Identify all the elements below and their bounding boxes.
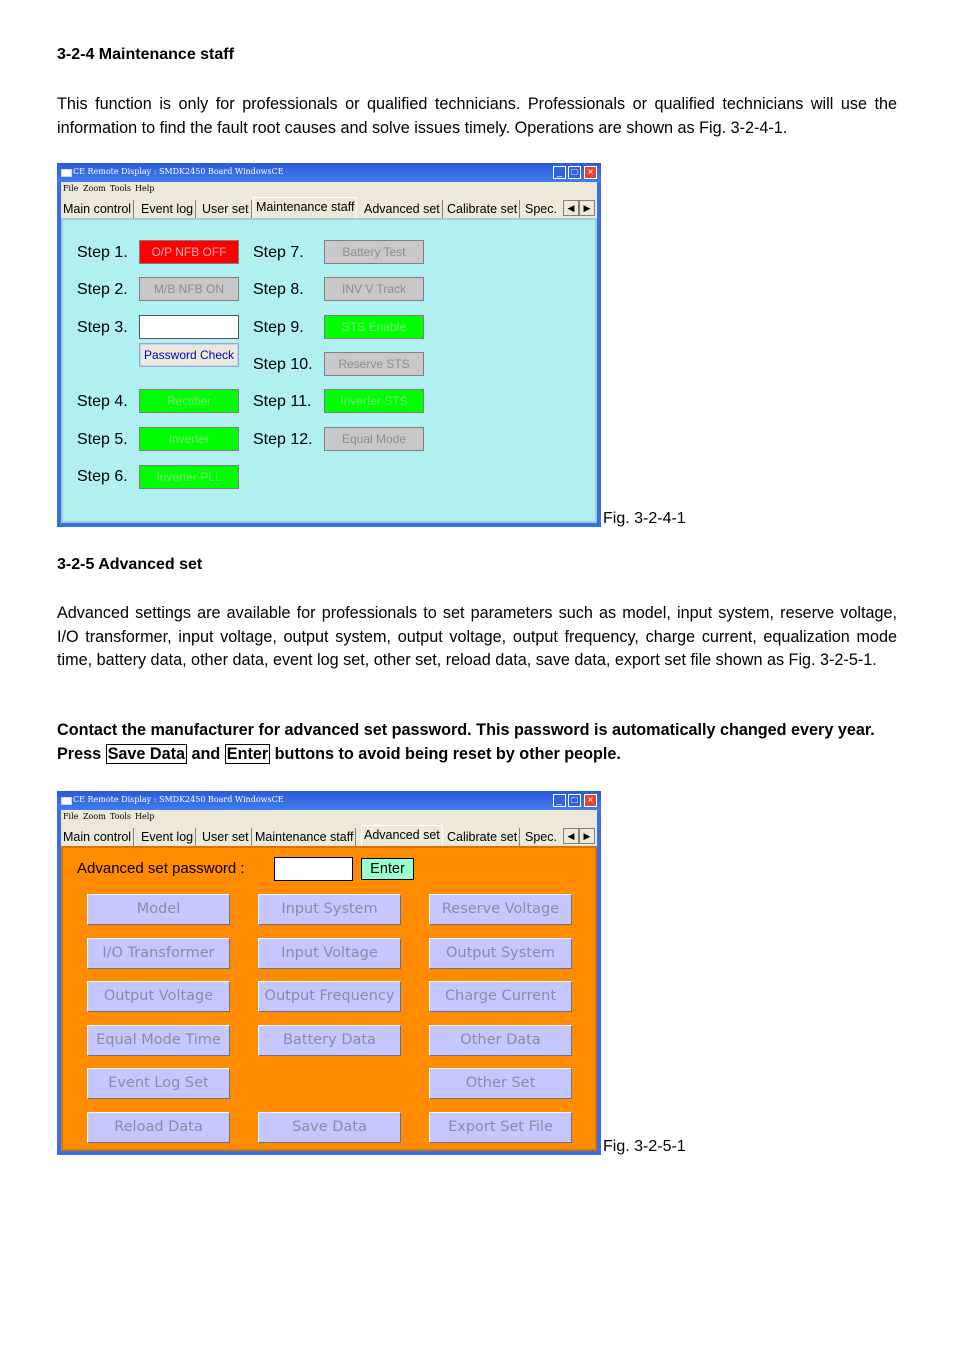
inverter-sts-button[interactable]: Inverter STS bbox=[324, 389, 424, 413]
tab-scroll-left-icon[interactable]: ◀ bbox=[563, 828, 579, 844]
title-bar bbox=[57, 163, 601, 182]
maintenance-paragraph: This function is only for professionals or qualified technicians. Professionals or qualified technicians will use the information to find the fault root causes and solve issues timely. Operations are shown as Fig. 3-2-4-1. bbox=[57, 95, 897, 137]
section-heading-advanced: 3-2-5 Advanced set bbox=[57, 556, 203, 573]
figure-caption-3-2-5-1: Fig. 3-2-5-1 bbox=[603, 1138, 686, 1155]
advanced-enter-button[interactable]: Enter bbox=[361, 858, 414, 880]
note-press: Press bbox=[57, 745, 102, 763]
tab-spec[interactable]: Spec. bbox=[525, 202, 557, 216]
window-maintenance bbox=[57, 163, 601, 527]
tab-maintenance-staff[interactable]: Maintenance staff bbox=[253, 828, 356, 846]
menu-file[interactable]: File bbox=[63, 812, 79, 821]
advanced-password-label: Advanced set password : bbox=[77, 860, 245, 877]
tab-calibrate-set[interactable]: Calibrate set bbox=[445, 828, 520, 846]
save-data-button[interactable]: Save Data bbox=[258, 1112, 401, 1143]
tab-scroll-right-icon[interactable]: ▶ bbox=[579, 200, 595, 216]
advanced-password-input[interactable] bbox=[274, 857, 353, 881]
output-voltage-button[interactable]: Output Voltage bbox=[87, 981, 230, 1012]
menu-help[interactable]: Help bbox=[135, 184, 155, 193]
other-data-button[interactable]: Other Data bbox=[429, 1025, 572, 1056]
tab-event-log[interactable]: Event log bbox=[139, 828, 196, 846]
advanced-panel bbox=[61, 846, 597, 1151]
menu-zoom[interactable]: Zoom bbox=[83, 812, 106, 821]
app-icon bbox=[61, 169, 72, 177]
note-save-data: Save Data bbox=[107, 745, 185, 763]
maximize-icon[interactable]: □ bbox=[568, 794, 581, 807]
tab-maintenance-staff[interactable]: Maintenance staff bbox=[253, 197, 357, 218]
mb-nfb-on-button[interactable]: M/B NFB ON bbox=[139, 277, 239, 301]
reserve-voltage-button[interactable]: Reserve Voltage bbox=[429, 894, 572, 925]
inv-v-track-button[interactable]: INV V Track bbox=[324, 277, 424, 301]
minimize-icon[interactable]: _ bbox=[553, 166, 566, 179]
export-set-file-button[interactable]: Export Set File bbox=[429, 1112, 572, 1143]
password-note-line2 bbox=[57, 745, 621, 764]
sts-enable-button[interactable]: STS Enable bbox=[324, 315, 424, 339]
tab-user-set[interactable]: User set bbox=[200, 200, 252, 218]
window-title: CE Remote Display : SMDK2450 Board WindowsCE bbox=[73, 795, 284, 804]
menu-bar bbox=[61, 810, 597, 824]
tab-user-set[interactable]: User set bbox=[200, 828, 252, 846]
tab-event-log[interactable]: Event log bbox=[139, 200, 196, 218]
close-icon[interactable]: × bbox=[584, 166, 597, 179]
output-system-button[interactable]: Output System bbox=[429, 938, 572, 969]
section-heading-maintenance: 3-2-4 Maintenance staff bbox=[57, 46, 234, 63]
menu-zoom[interactable]: Zoom bbox=[83, 184, 106, 193]
step-12-label: Step 12. bbox=[253, 431, 313, 448]
menu-bar bbox=[61, 182, 597, 196]
close-icon[interactable]: × bbox=[584, 794, 597, 807]
equal-mode-time-button[interactable]: Equal Mode Time bbox=[87, 1025, 230, 1056]
window-advanced bbox=[57, 791, 601, 1155]
advanced-paragraph: Advanced settings are available for professionals to set parameters such as model, input system, reserve voltage, I/O transformer, input voltage, output system, output voltage, output frequency, charge current, equalization mode time, battery data, other data, event log set, other set, reload data, save data, export set file shown as Fig. 3-2-5-1. bbox=[57, 604, 897, 669]
title-bar bbox=[57, 791, 601, 810]
other-set-button[interactable]: Other Set bbox=[429, 1068, 572, 1099]
step-11-label: Step 11. bbox=[253, 393, 312, 410]
tab-bar bbox=[61, 824, 597, 846]
menu-help[interactable]: Help bbox=[135, 812, 155, 821]
input-voltage-button[interactable]: Input Voltage bbox=[258, 938, 401, 969]
tab-main-control[interactable]: Main control bbox=[61, 200, 134, 218]
step-5-label: Step 5. bbox=[77, 431, 128, 448]
password-check-button[interactable]: Password Check bbox=[139, 343, 239, 367]
tab-spec[interactable]: Spec. bbox=[525, 830, 557, 844]
rectifier-button[interactable]: Rectifier bbox=[139, 389, 239, 413]
step-9-label: Step 9. bbox=[253, 319, 304, 336]
charge-current-button[interactable]: Charge Current bbox=[429, 981, 572, 1012]
tab-advanced-set[interactable]: Advanced set bbox=[362, 200, 443, 218]
tab-scroll-left-icon[interactable]: ◀ bbox=[563, 200, 579, 216]
password-note-line1: Contact the manufacturer for advanced set password. This password is automatically changed every year. bbox=[57, 721, 875, 739]
tab-calibrate-set[interactable]: Calibrate set bbox=[445, 200, 520, 218]
tab-main-control[interactable]: Main control bbox=[61, 828, 134, 846]
step-1-label: Step 1. bbox=[77, 244, 128, 261]
tab-bar bbox=[61, 196, 597, 218]
inverter-button[interactable]: Inverter bbox=[139, 427, 239, 451]
note-enter: Enter bbox=[226, 745, 269, 763]
tab-advanced-set[interactable]: Advanced set bbox=[361, 825, 443, 846]
tab-scroll-right-icon[interactable]: ▶ bbox=[579, 828, 595, 844]
equal-mode-button[interactable]: Equal Mode bbox=[324, 427, 424, 451]
model-button[interactable]: Model bbox=[87, 894, 230, 925]
io-transformer-button[interactable]: I/O Transformer bbox=[87, 938, 230, 969]
step-2-label: Step 2. bbox=[77, 281, 128, 298]
step-4-label: Step 4. bbox=[77, 393, 128, 410]
battery-data-button[interactable]: Battery Data bbox=[258, 1025, 401, 1056]
maintenance-panel bbox=[61, 218, 597, 523]
output-frequency-button[interactable]: Output Frequency bbox=[258, 981, 401, 1012]
menu-tools[interactable]: Tools bbox=[110, 184, 132, 193]
event-log-set-button[interactable]: Event Log Set bbox=[87, 1068, 230, 1099]
minimize-icon[interactable]: _ bbox=[553, 794, 566, 807]
window-title: CE Remote Display : SMDK2450 Board WindowsCE bbox=[73, 167, 284, 176]
step-6-label: Step 6. bbox=[77, 468, 128, 485]
step-8-label: Step 8. bbox=[253, 281, 304, 298]
menu-tools[interactable]: Tools bbox=[110, 812, 132, 821]
menu-file[interactable]: File bbox=[63, 184, 79, 193]
app-icon bbox=[61, 797, 72, 805]
input-system-button[interactable]: Input System bbox=[258, 894, 401, 925]
password-input[interactable] bbox=[139, 315, 239, 339]
note-and: and bbox=[191, 745, 221, 763]
maximize-icon[interactable]: □ bbox=[568, 166, 581, 179]
step-10-label: Step 10. bbox=[253, 356, 313, 373]
figure-caption-3-2-4-1: Fig. 3-2-4-1 bbox=[603, 510, 686, 527]
step-3-label: Step 3. bbox=[77, 319, 128, 336]
step-7-label: Step 7. bbox=[253, 244, 304, 261]
reload-data-button[interactable]: Reload Data bbox=[87, 1112, 230, 1143]
battery-test-button[interactable]: Battery Test bbox=[324, 240, 424, 264]
op-nfb-off-button[interactable]: O/P NFB OFF bbox=[139, 240, 239, 264]
reserve-sts-button[interactable]: Reserve STS bbox=[324, 352, 424, 376]
note-rest: buttons to avoid being reset by other people. bbox=[274, 745, 621, 763]
inverter-pll-button[interactable]: Inverter PLL bbox=[139, 465, 239, 489]
